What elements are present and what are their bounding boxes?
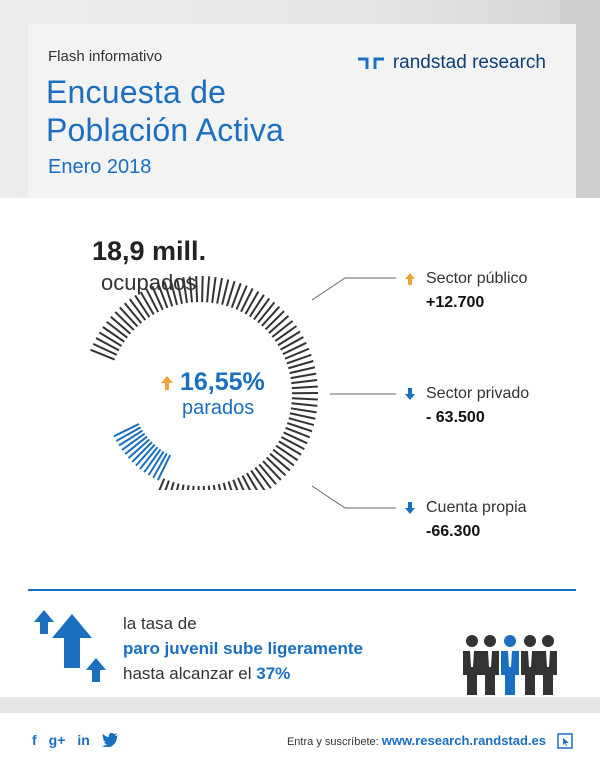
- report-date: Enero 2018: [48, 156, 152, 178]
- arrow-down-icon: [404, 501, 416, 515]
- youth-line3: [123, 661, 363, 686]
- unemployment-value: 16,55%: [180, 368, 265, 396]
- twitter-icon[interactable]: [102, 733, 118, 747]
- arrow-down-icon: [404, 387, 416, 401]
- arrows-up-icon: [32, 608, 112, 686]
- linkedin-icon[interactable]: in: [77, 732, 90, 748]
- sector-self-employed: [404, 499, 527, 541]
- google-plus-icon[interactable]: g+: [48, 732, 66, 748]
- person-figure: [501, 635, 519, 695]
- people-group-icon: [462, 633, 562, 697]
- arrow-up-icon: [404, 272, 416, 286]
- youth-line3-prefix: hasta alcanzar el: [123, 664, 257, 683]
- sector-name: Cuenta propia: [426, 499, 527, 516]
- sector-name: Sector público: [426, 270, 528, 287]
- footer-subscribe: [287, 733, 546, 748]
- youth-unemployment-text: [123, 611, 363, 686]
- youth-line2: paro juvenil sube ligeramente: [123, 639, 363, 658]
- sector-value: -66.300: [426, 523, 481, 540]
- connector-self: [312, 486, 396, 508]
- person-figure: [539, 635, 557, 695]
- page-title-line1: Encuesta de: [46, 74, 227, 110]
- website-link[interactable]: www.research.randstad.es: [381, 733, 546, 748]
- person-figure: [463, 635, 481, 695]
- connector-public: [312, 278, 396, 300]
- employed-label: ocupados: [101, 270, 197, 295]
- subscribe-text: Entra y suscríbete:: [286, 736, 382, 748]
- section-divider: [28, 589, 576, 591]
- sector-public: [404, 270, 527, 312]
- sector-name: Sector privado: [426, 385, 530, 402]
- social-links: [32, 732, 118, 748]
- click-cursor-icon: [557, 733, 573, 749]
- gray-band: [0, 697, 600, 713]
- youth-line1: la tasa de: [123, 614, 197, 633]
- kicker: Flash informativo: [48, 48, 163, 65]
- unemployment-label: parados: [182, 397, 255, 419]
- brand-name: randstad research: [392, 52, 546, 73]
- sector-value: +12.700: [426, 294, 485, 311]
- person-figure: [521, 635, 539, 695]
- sector-value: - 63.500: [426, 409, 485, 426]
- employed-value: 18,9 mill.: [92, 236, 207, 266]
- youth-rate: 37%: [256, 664, 291, 683]
- page-title-line2: Población Activa: [46, 112, 285, 148]
- person-figure: [481, 635, 499, 695]
- sector-private: [404, 385, 529, 427]
- facebook-icon[interactable]: f: [32, 732, 37, 748]
